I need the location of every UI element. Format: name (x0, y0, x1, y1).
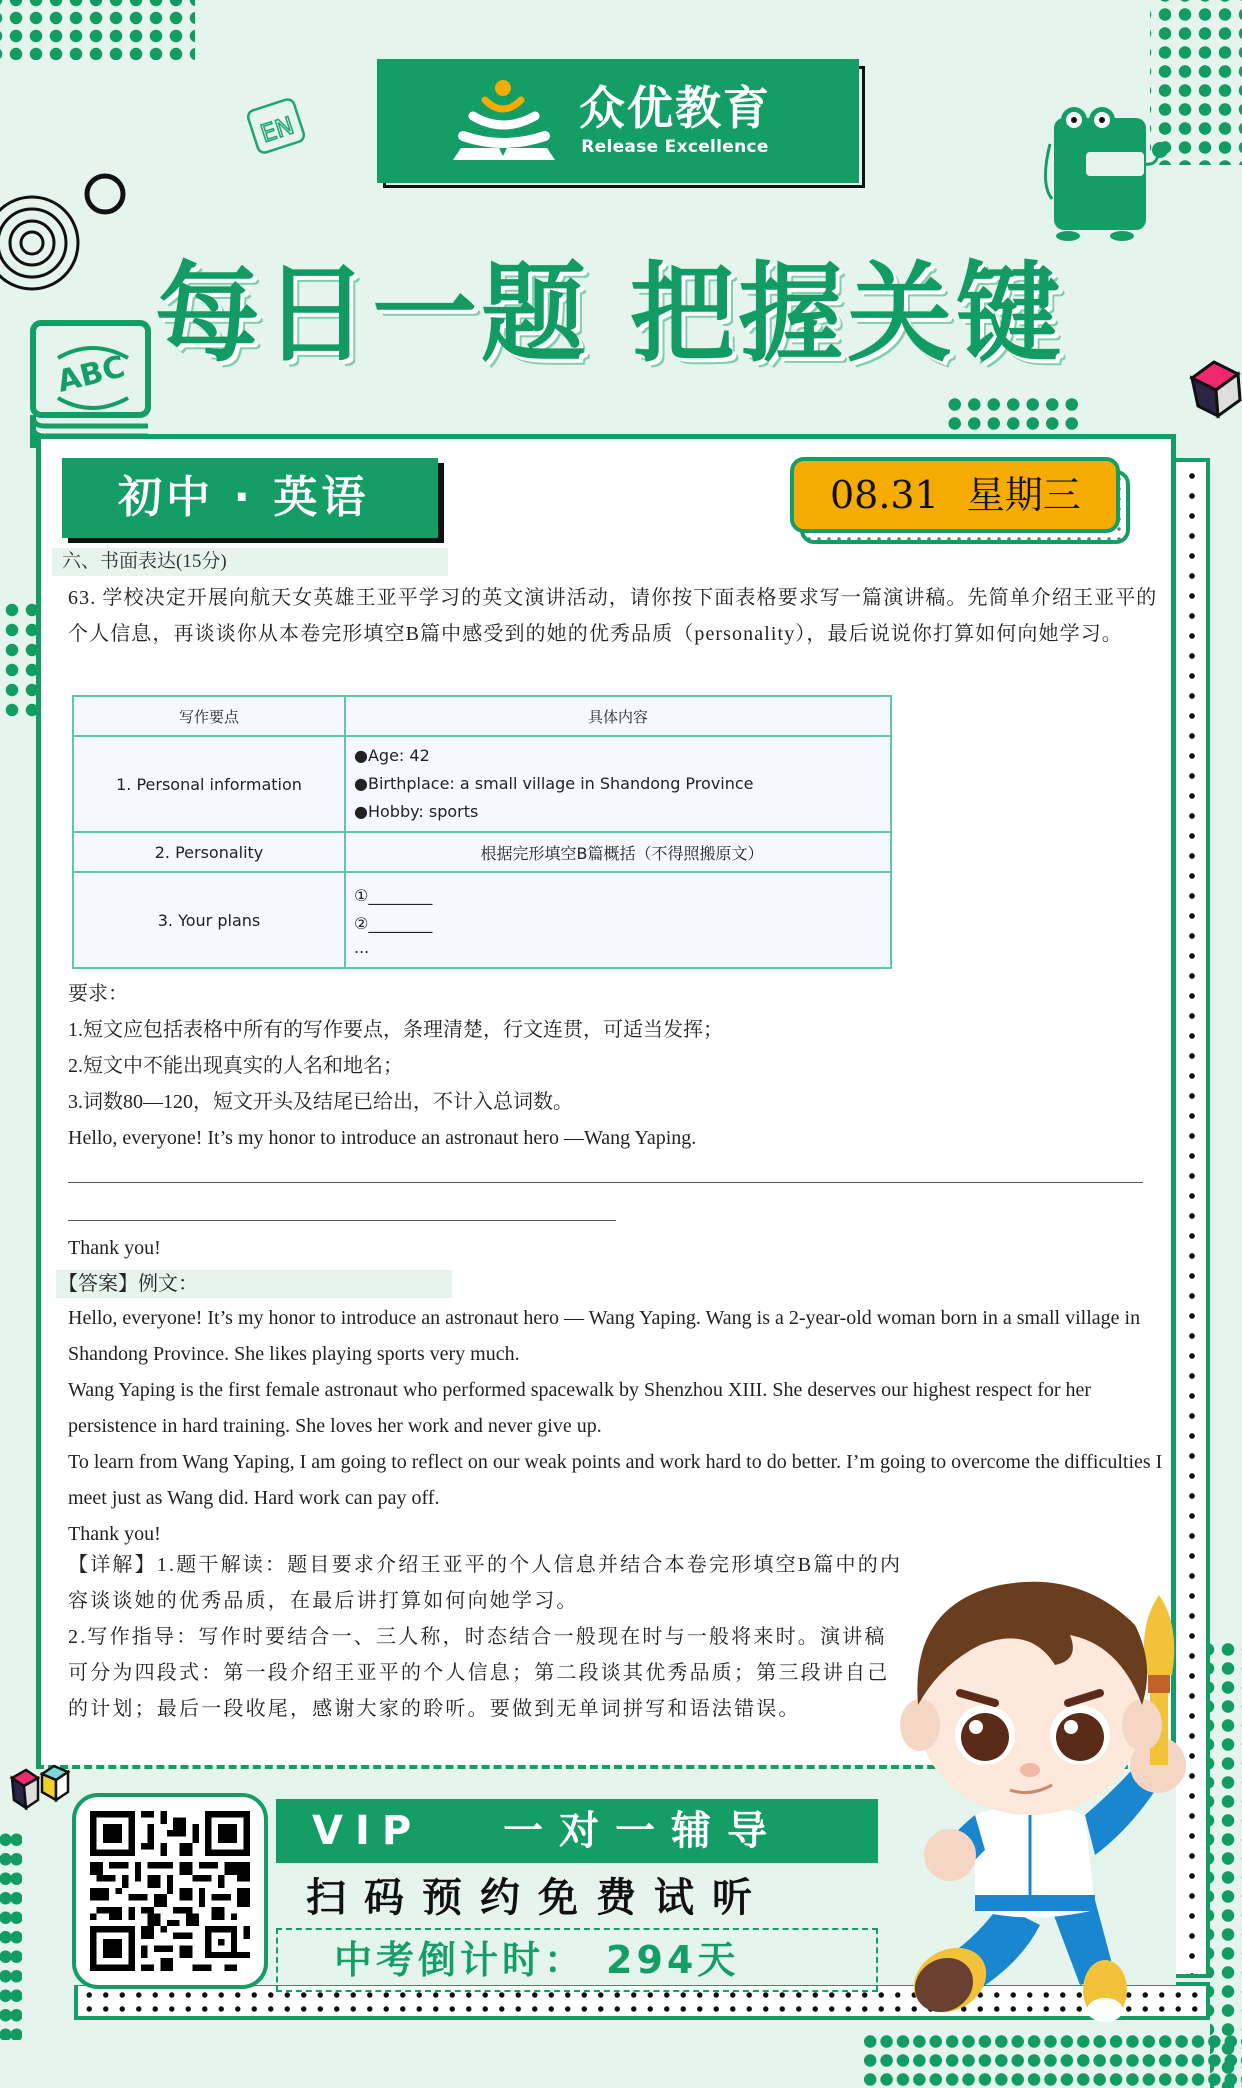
subject-badge: 初中 · 英语 (62, 458, 438, 538)
brand-name-en: Release Excellence (581, 137, 769, 157)
qr-code-icon (90, 1811, 250, 1971)
qr-code[interactable] (72, 1793, 268, 1989)
requirement-item: 1.短文应包括表格中所有的写作要点，条理清楚，行文连贯，可适当发挥； (68, 1019, 723, 1041)
requirement-item: 3.词数80—120，短文开头及结尾已给出，不计入总词数。 (68, 1091, 573, 1113)
ring-decoration (83, 172, 129, 218)
date-day: 08.31 (830, 473, 939, 517)
svg-text:ABC: ABC (53, 349, 129, 400)
svg-text:EN: EN (257, 111, 298, 149)
answer-paragraph: To learn from Wang Yaping, I am going to reflect on our weak points and work hard to do better. I’m going to overcome the difficulties I meet just as Wang did. Hard work can pay off. (68, 1451, 1163, 1509)
question-intro: 63. 学校决定开展向航天女英雄王亚平学习的英文演讲活动，请你按下面表格要求写一篇演讲稿。先简单介绍王亚平的个人信息，再谈谈你从本卷完形填空B篇中感受到的她的优秀品质（personality），最后说说你打算如何向她学习。 (68, 587, 1158, 645)
one-on-one-label: 一对一辅导 (503, 1808, 784, 1854)
dot-pattern-left-bottom (0, 1830, 22, 2040)
student-mascot-illustration (880, 1565, 1190, 2030)
requirement-item: 2.短文中不能出现真实的人名和地名； (68, 1055, 403, 1077)
countdown-value: 294天 (606, 1938, 740, 1982)
table-header-points: 写作要点 (73, 696, 345, 736)
requirements: 要求： 1.短文应包括表格中所有的写作要点，条理清楚，行文连贯，可适当发挥； 2.短文中不能出现真实的人名和地名； 3.词数80—120，短文开头及结尾已给出，不计入总词数。 Hello, everyone! It’s my honor to introduce an astronaut hero —Wang Yaping. (68, 976, 1158, 1156)
answer-blank-line (68, 1220, 616, 1221)
section-heading: 六、书面表达(15分) (52, 548, 448, 576)
date-weekday: 星期三 (966, 473, 1081, 517)
page-title: 每日一题 把握关键 (155, 252, 1065, 377)
essay-closing: Thank you! (68, 1237, 161, 1259)
answer-paragraph: Hello, everyone! It’s my honor to introduce an astronaut hero — Wang Yaping. Wang is a 2-year-old woman born in a small village in Shandong Province. She likes playing sports very much. (68, 1307, 1141, 1365)
table-row: 2. Personality 根据完形填空B篇概括（不得照搬原文） (73, 832, 891, 872)
en-badge-icon (244, 94, 308, 158)
vip-label: VIP (312, 1808, 424, 1854)
table-row: 3. Your plans ①________ ②________ ... (73, 872, 891, 968)
answer-paragraph: Thank you! (68, 1523, 161, 1545)
logo-book-tree-icon (451, 76, 557, 166)
answer-blank-line (68, 1182, 1143, 1183)
table-header-content: 具体内容 (345, 696, 891, 736)
dot-pattern-bottom-right (860, 2030, 1242, 2088)
cube-decoration (1188, 358, 1242, 422)
brand-name-cn: 众优教育 (579, 81, 771, 135)
date-badge (790, 457, 1120, 533)
dot-pattern-left (0, 600, 36, 720)
writing-points-table (72, 695, 892, 969)
explanation-p1: 【详解】1.题干解读：题目要求介绍王亚平的个人信息并结合本卷完形填空B篇中的内容谈谈她的优秀品质，在最后讲打算如何向她学习。 (68, 1554, 903, 1612)
exam-countdown (276, 1928, 878, 1992)
table-row: 1. Personal information ●Age: 42 ●Birthplace: a small village in Shandong Province ●Hobby: sports (73, 736, 891, 832)
explanation-p2: 2.写作指导：写作时要结合一、三人称，时态结合一般现在时与一般将来时。演讲稿可分为四段式：第一段介绍王亚平的个人信息；第二段谈其优秀品质；第三段讲自己的计划；最后一段收尾，感谢大家的聆听。要做到无单词拼写和语法错误。 (68, 1626, 890, 1720)
cubes-decoration (8, 1764, 84, 1814)
answer-heading: 【答案】例文： (56, 1270, 452, 1298)
answer-paragraph: Wang Yaping is the first female astronaut who performed spacewalk by Shenzhou XIII. She deserves our highest respect for her persistence in hard training. She loves her work and never give up. (68, 1379, 1092, 1437)
free-trial-text: 扫码预约免费试听 (306, 1875, 770, 1921)
dot-pattern-under-title (945, 395, 1085, 437)
brand-logo (377, 59, 859, 183)
letter-e-mascot-icon (1040, 104, 1180, 244)
dot-pattern-right-bottom (1210, 1640, 1242, 2088)
dot-pattern-top-left (0, 0, 195, 60)
abc-book-icon (28, 318, 156, 448)
explanation (68, 1547, 908, 1727)
sample-answer (68, 1300, 1168, 1552)
vip-tutoring-banner[interactable] (276, 1799, 878, 1863)
essay-opening: Hello, everyone! It’s my honor to introduce an astronaut hero —Wang Yaping. (68, 1127, 697, 1149)
countdown-label: 中考倒计时： (334, 1938, 587, 1982)
